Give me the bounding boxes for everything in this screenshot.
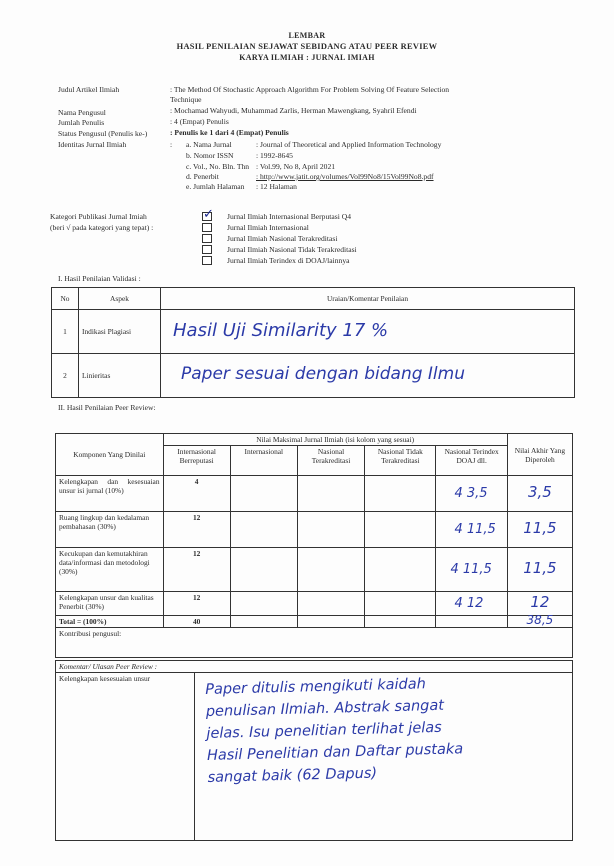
nilai-internasional-bereputasi: 12	[163, 548, 230, 592]
judul-value-line-1: : The Method Of Stochastic Approach Algorithm For Problem Solving Of Feature Selection	[170, 85, 450, 94]
handwritten-final-score: 12	[530, 593, 550, 611]
kategori-label-2: (beri √ pada kategori yang tepat) :	[50, 223, 154, 232]
handwritten-review	[205, 669, 572, 788]
kontribusi-label: Kontribusi pengusul:	[56, 628, 573, 658]
handwritten-line: Paper ditulis mengikuti kaidah	[205, 676, 427, 698]
identitas-item-label: a. Nama Jurnal	[186, 140, 232, 149]
penerbit-link[interactable]: : http://www.jatit.org/volumes/Vol99No8/15Vol99No8.pdf	[256, 172, 434, 181]
nilai-maksimal-header: Nilai Maksimal Jurnal Ilmiah (isi kolom yang sesuai)	[163, 434, 507, 446]
table-row	[56, 476, 573, 512]
table-row	[52, 310, 575, 354]
handwritten-score: 4 12	[454, 595, 484, 611]
kategori-checkbox[interactable]	[202, 234, 212, 243]
kategori-option-label: Jurnal Ilmiah Internasional	[227, 223, 309, 232]
kategori-option-label: Jurnal Ilmiah Nasional Tidak Terakreditasi	[227, 245, 357, 254]
handwritten-line: penulisan Ilmiah. Abstrak sangat	[205, 697, 445, 720]
identitas-label: Identitas Jurnal Ilmiah	[58, 140, 127, 149]
col-uraian: Uraian/Komentar Penilaian	[161, 288, 575, 310]
form-title-line-2: HASIL PENILAIAN SEJAWAT SEBIDANG ATAU PEER REVIEW	[176, 42, 438, 51]
identitas-item-label: e. Jumlah Halaman	[186, 182, 245, 191]
judul-value-line-2: Technique	[170, 95, 202, 104]
handwritten-comment: Paper sesuai dengan bidang Ilmu	[181, 364, 465, 384]
row-aspek: Linieritas	[79, 354, 161, 398]
validasi-section-title: I. Hasil Penilaian Validasi :	[58, 274, 141, 283]
kategori-checkbox[interactable]	[202, 223, 212, 232]
check-mark-icon: ✓	[203, 207, 214, 222]
pengusul-value: : Mochamad Wahyudi, Muhammad Zarlis, Herman Mawengkang, Syahril Efendi	[170, 106, 417, 115]
handwritten-score: 4 11,5	[454, 521, 496, 537]
kategori-checkbox-checked[interactable]	[202, 207, 214, 222]
row-no: 2	[52, 354, 79, 398]
handwritten-score: 4 3,5	[454, 485, 488, 501]
komponen-cell: Kelengkapan dan kesesuaian unsur isi jurnal (10%)	[56, 476, 164, 512]
total-row	[56, 616, 573, 628]
nilai-internasional-bereputasi: 12	[163, 592, 230, 616]
table-row	[56, 512, 573, 548]
komentar-table	[55, 660, 573, 841]
subheader-nasional-tidak-terakreditasi: Nasional Tidak Terakreditasi	[365, 446, 436, 476]
col-no: No	[52, 288, 79, 310]
jumlah-penulis-label: Jumlah Penulis	[58, 118, 105, 127]
handwritten-score: 4 11,5	[450, 561, 492, 577]
status-pengusul-value: : Penulis ke 1 dari 4 (Empat) Penulis	[170, 128, 289, 137]
table-row	[56, 548, 573, 592]
total-internasional-bereputasi: 40	[163, 616, 230, 628]
komponen-cell: Ruang lingkup dan kedalaman pembahasan (30%)	[56, 512, 164, 548]
subheader-internasional-bereputasi: Internasional Berreputasi	[163, 446, 230, 476]
identitas-item-value: : Vol.99, No 8, April 2021	[256, 162, 336, 171]
handwritten-final-score: 11,5	[523, 559, 557, 577]
nilai-internasional-bereputasi: 12	[163, 512, 230, 548]
komentar-item-label: Kelengkapan kesesuaian unsur	[56, 673, 195, 841]
subheader-nasional-terakreditasi: Nasional Terakreditasi	[297, 446, 364, 476]
nilai-internasional-bereputasi: 4	[163, 476, 230, 512]
handwritten-final-score: 11,5	[523, 519, 557, 537]
pengusul-label: Nama Pengusul	[58, 108, 106, 117]
form-title-line-3: KARYA ILMIAH : JURNAL IMIAH	[239, 53, 375, 62]
komponen-cell: Kelengkapan unsur dan kualitas Penerbit (30%)	[56, 592, 164, 616]
kategori-option-label: Jurnal Ilmiah Internasional Berputasi Q4	[227, 212, 351, 221]
subheader-internasional: Internasional	[230, 446, 297, 476]
handwritten-total-score: 38,5	[526, 613, 554, 627]
handwritten-line: Hasil Penelitian dan Daftar pustaka	[206, 741, 464, 764]
table-row	[52, 354, 575, 398]
peer-review-table	[55, 433, 573, 658]
komponen-cell: Kecukupan dan kemutakhiran data/informasi dan metodologi (30%)	[56, 548, 164, 592]
total-label: Total = (100%)	[56, 616, 164, 628]
identitas-item-value: : Journal of Theoretical and Applied Information Technology	[256, 140, 442, 149]
komentar-title: Komentar/ Ulasan Peer Review :	[59, 662, 158, 671]
komponen-header: Komponen Yang Dinilai	[56, 434, 164, 476]
validasi-table	[51, 287, 575, 398]
col-aspek: Aspek	[79, 288, 161, 310]
nilai-akhir-header: Nilai Akhir Yang Diperoleh	[507, 434, 572, 476]
handwritten-line: jelas. Isu penelitian terlihat jelas	[206, 719, 442, 742]
kategori-label-1: Kategori Publikasi Jurnal Imiah	[50, 212, 147, 221]
status-pengusul-label: Status Pengusul (Penulis ke-)	[58, 129, 148, 138]
row-no: 1	[52, 310, 79, 354]
handwritten-final-score: 3,5	[527, 483, 552, 501]
identitas-item-value: : 1992-8645	[256, 151, 293, 160]
handwritten-line: sangat baik (62 Dapus)	[207, 765, 378, 786]
identitas-item-label: d. Penerbit	[186, 172, 219, 181]
handwritten-comment: Hasil Uji Similarity 17 %	[173, 319, 389, 341]
row-aspek: Indikasi Plagiasi	[79, 310, 161, 354]
identitas-item-label: b. Nomor ISSN	[186, 151, 234, 160]
kategori-checkbox[interactable]	[202, 256, 212, 265]
kategori-option-label: Jurnal Ilmiah Terindex di DOAJ/lainnya	[227, 256, 350, 265]
form-title-line-1: LEMBAR	[288, 31, 326, 40]
jumlah-penulis-value: : 4 (Empat) Penulis	[170, 117, 229, 126]
identitas-item-value: : 12 Halaman	[256, 182, 297, 191]
kategori-option-label: Jurnal Ilmiah Nasional Terakreditasi	[227, 234, 338, 243]
judul-label: Judul Artikel Ilmiah	[58, 85, 120, 94]
identitas-colon: :	[170, 140, 173, 149]
identitas-item-label: c. Vol., No. Bln. Thn	[186, 162, 250, 171]
table-row	[56, 592, 573, 616]
subheader-nasional-terindex: Nasional Terindex DOAJ dll.	[436, 446, 507, 476]
peer-section-title: II. Hasil Penilaian Peer Review:	[58, 403, 156, 412]
kategori-checkbox[interactable]	[202, 245, 212, 254]
